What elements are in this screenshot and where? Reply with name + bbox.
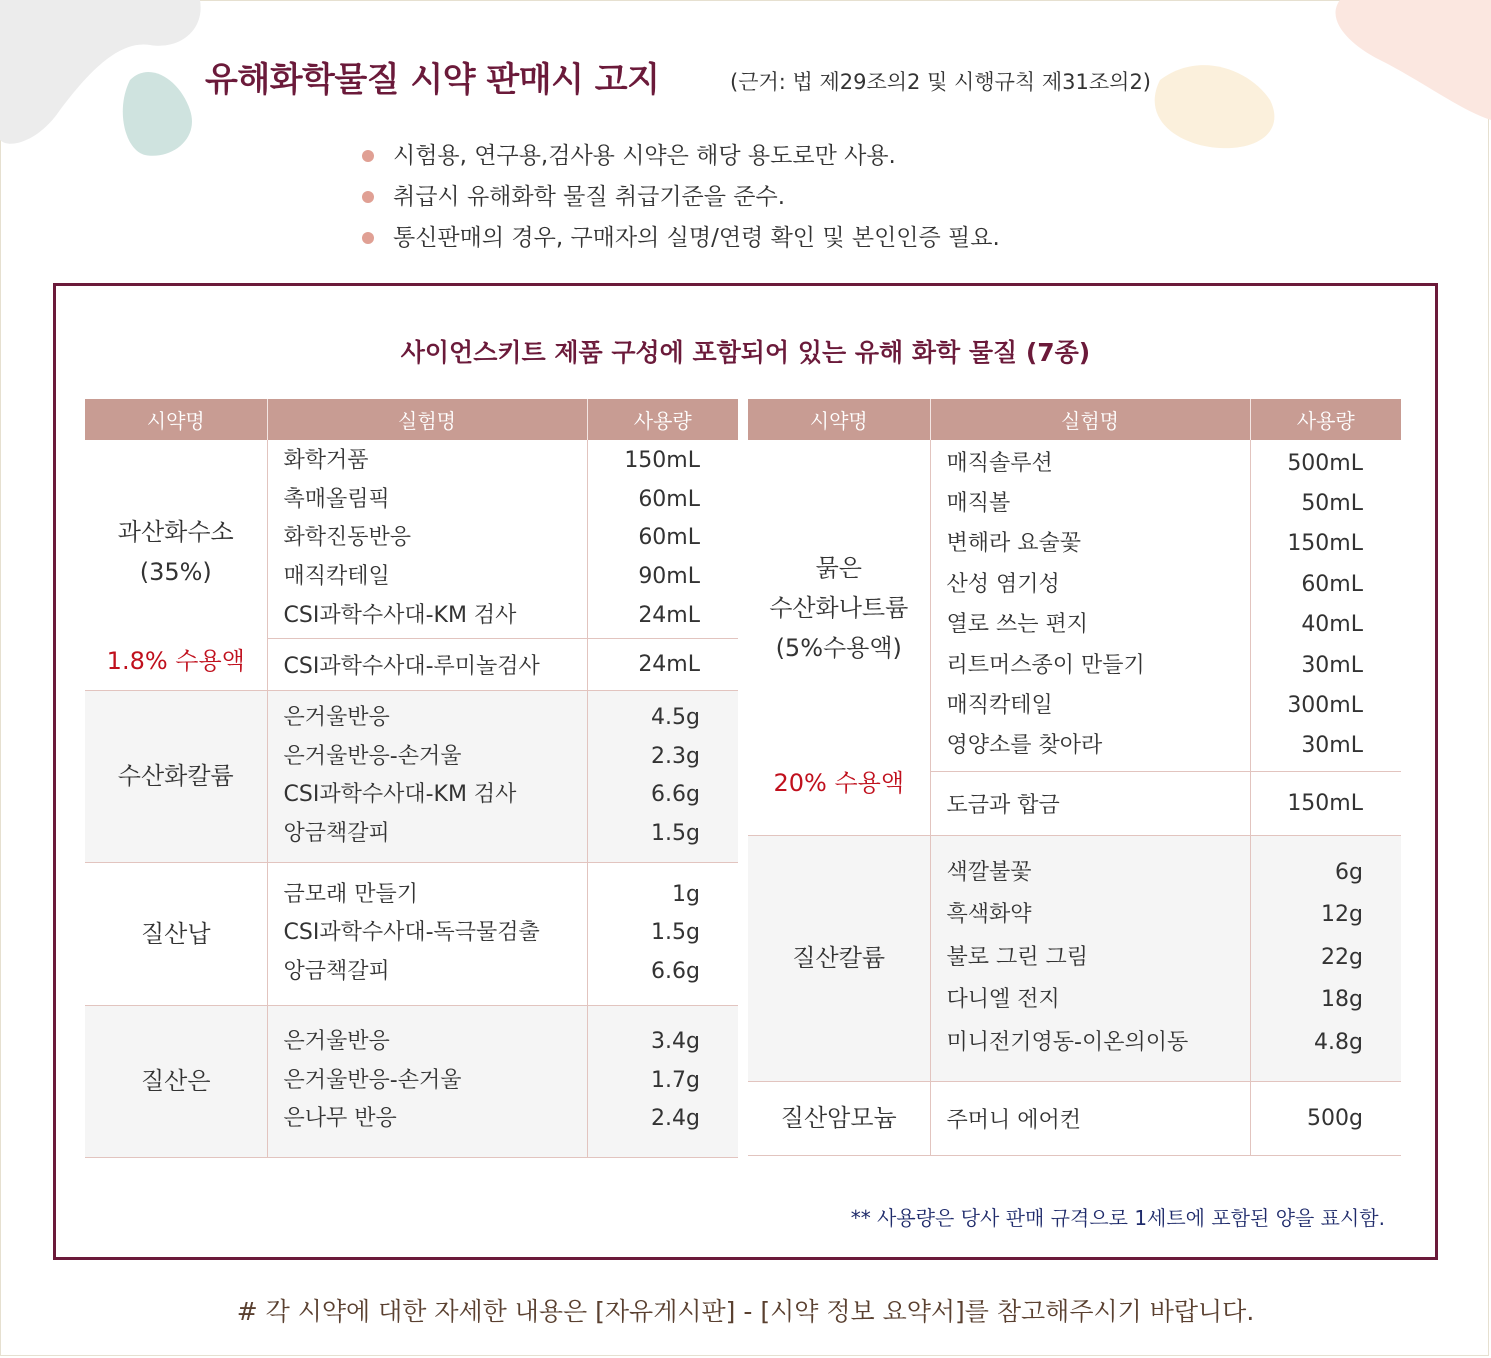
amount-value: 30mL	[1301, 733, 1363, 759]
column-header-reagent: 시약명	[748, 399, 930, 440]
amount-cell	[1250, 440, 1401, 771]
legal-basis: (근거: 법 제29조의2 및 시행규칙 제31조의2)	[730, 70, 1152, 94]
experiment-name: 불로 그린 그림	[946, 944, 1088, 970]
reagent-name: 질산암모늄	[780, 1104, 897, 1132]
amount-value: 4.5g	[651, 705, 700, 730]
amount-cell	[587, 862, 738, 1005]
reagent-name: 질산납	[140, 919, 211, 948]
table-row	[85, 862, 738, 1005]
experiment-name: 산성 염기성	[946, 571, 1060, 597]
amount-cell	[587, 440, 738, 638]
experiment-name: 화학거품	[283, 448, 369, 474]
experiment-cell	[930, 835, 1250, 1081]
amount-value: 30mL	[1301, 652, 1363, 678]
bullet-dot-icon	[362, 150, 374, 162]
amount-value: 1.5g	[651, 920, 700, 946]
bullet-dot-icon	[362, 191, 374, 203]
experiment-name: 변해라 요술꽃	[946, 531, 1082, 557]
reagent-concentration: (35%)	[139, 558, 212, 586]
notice-text: 통신판매의 경우, 구매자의 실명/연령 확인 및 본인인증 필요.	[393, 225, 1000, 251]
amount-cell	[587, 690, 738, 862]
amount-value: 40mL	[1301, 612, 1363, 638]
table-row	[748, 440, 1401, 771]
amount-value: 1.5g	[651, 820, 700, 846]
experiment-cell	[267, 1005, 587, 1157]
experiment-name: 은거울반응	[283, 705, 390, 730]
amount-value: 90mL	[638, 564, 700, 590]
reagent-name: 수산화칼륨	[117, 762, 234, 790]
experiment-cell	[267, 638, 587, 690]
reagent-name-cell	[748, 1081, 930, 1155]
experiment-name: 매직칵테일	[946, 693, 1053, 719]
reagent-name-cell	[748, 440, 930, 835]
amount-cell	[1250, 1081, 1401, 1155]
page-title: 유해화학물질 시약 판매시 고지	[205, 60, 660, 100]
reagent-sub-concentration: 20% 수용액	[773, 769, 905, 797]
experiment-name: 열로 쓰는 편지	[946, 612, 1088, 638]
bullet-dot-icon	[362, 232, 374, 244]
hazardous-chemicals-box	[53, 283, 1438, 1260]
experiment-cell	[267, 440, 587, 638]
experiment-name: CSI과학수사대-KM 검사	[283, 602, 517, 628]
experiment-cell	[267, 862, 587, 1005]
notice-item	[362, 218, 1000, 259]
experiment-name: 매직볼	[946, 491, 1011, 517]
amount-value: 2.4g	[651, 1106, 700, 1132]
amount-value: 150mL	[1287, 790, 1363, 816]
column-header-experiment: 실험명	[267, 399, 587, 440]
amount-cell	[587, 1005, 738, 1157]
left-reagent-table	[85, 399, 738, 1158]
column-header-reagent: 시약명	[85, 399, 267, 440]
reagent-name-cell	[85, 862, 267, 1005]
reagent-name: 질산은	[140, 1067, 211, 1095]
experiment-name: 리트머스종이 만들기	[946, 652, 1145, 678]
amount-value: 500mL	[1287, 450, 1363, 476]
amount-note: ** 사용량은 당사 판매 규격으로 1세트에 포함된 양을 표시함.	[850, 1206, 1385, 1230]
experiment-cell	[930, 771, 1250, 835]
amount-cell	[587, 638, 738, 690]
experiment-name: 은거울반응-손거울	[283, 1067, 462, 1093]
experiment-name: 도금과 합금	[946, 792, 1060, 818]
table-row	[748, 1081, 1401, 1155]
experiment-name: 흑색화약	[946, 902, 1032, 928]
reagent-name-cell	[85, 1005, 267, 1157]
amount-value: 60mL	[638, 525, 700, 551]
amount-cell	[1250, 835, 1401, 1081]
experiment-name: 매직솔루션	[946, 450, 1053, 476]
reagent-name: 묽은	[815, 554, 862, 582]
notice-item	[362, 136, 1000, 177]
amount-value: 60mL	[1301, 571, 1363, 597]
table-row	[85, 440, 738, 638]
experiment-cell	[267, 690, 587, 862]
experiment-name: CSI과학수사대-독극물검출	[283, 920, 540, 946]
table-row	[85, 690, 738, 862]
amount-value: 150mL	[1287, 531, 1363, 557]
experiment-name: 은거울반응	[283, 1029, 390, 1055]
table-row	[748, 835, 1401, 1081]
reagent-sub-concentration: 1.8% 수용액	[106, 647, 245, 675]
experiment-cell	[930, 1081, 1250, 1155]
experiment-name: 영양소를 찾아라	[946, 733, 1103, 759]
notice-text: 시험용, 연구용,검사용 시약은 해당 용도로만 사용.	[393, 143, 896, 169]
amount-value: 18g	[1321, 987, 1363, 1013]
amount-cell	[1250, 771, 1401, 835]
amount-value: 22g	[1321, 944, 1363, 970]
box-title: 사이언스키트 제품 구성에 포함되어 있는 유해 화학 물질 (7종)	[400, 338, 1091, 367]
amount-value: 1g	[672, 881, 700, 907]
experiment-name: 다니엘 전지	[946, 987, 1060, 1013]
experiment-name: 은나무 반응	[283, 1106, 397, 1132]
amount-value: 6g	[1335, 859, 1363, 885]
amount-value: 24mL	[638, 602, 700, 628]
experiment-name: 색깔불꽃	[946, 859, 1032, 885]
reagent-concentration: (5%수용액)	[775, 634, 902, 662]
experiment-name: 촉매올림픽	[283, 486, 390, 512]
experiment-name: 금모래 만들기	[283, 881, 419, 907]
experiment-name: 매직칵테일	[283, 564, 390, 590]
reagent-name-cell	[748, 835, 930, 1081]
amount-value: 3.4g	[651, 1029, 700, 1055]
experiment-name: 앙금책갈피	[283, 820, 390, 846]
experiment-name: 은거울반응-손거울	[283, 743, 462, 769]
decorative-shapes-left	[0, 0, 210, 170]
amount-value: 300mL	[1287, 693, 1363, 719]
column-header-amount: 사용량	[587, 399, 738, 440]
decorative-shapes-right	[1120, 0, 1491, 160]
notice-item	[362, 177, 1000, 218]
amount-value: 50mL	[1301, 491, 1363, 517]
column-header-amount: 사용량	[1250, 399, 1401, 440]
reagent-name-cell	[85, 440, 267, 690]
experiment-name: 앙금책갈피	[283, 958, 390, 984]
amount-value: 1.7g	[651, 1067, 700, 1093]
experiment-name: 미니전기영동-이온의이동	[946, 1029, 1189, 1055]
reagent-name: 수산화나트륨	[769, 594, 909, 622]
amount-value: 12g	[1321, 902, 1363, 928]
amount-value: 60mL	[638, 486, 700, 512]
experiment-name: CSI과학수사대-KM 검사	[283, 782, 517, 807]
experiment-name: 화학진동반응	[283, 525, 412, 551]
amount-value: 6.6g	[651, 958, 700, 984]
amount-value: 150mL	[624, 448, 700, 474]
right-reagent-table	[748, 399, 1401, 1156]
reagent-name: 질산칼륨	[792, 944, 886, 972]
amount-value: 4.8g	[1314, 1029, 1363, 1055]
reagent-name: 과산화수소	[117, 518, 234, 546]
footer-reference-note: # 각 시약에 대한 자세한 내용은 [자유게시판] - [시약 정보 요약서]를 참고해주시기 바랍니다.	[236, 1297, 1255, 1326]
experiment-name: CSI과학수사대-루미놀검사	[283, 653, 540, 679]
notice-text: 취급시 유해화학 물질 취급기준을 준수.	[393, 184, 786, 210]
amount-value: 6.6g	[651, 782, 700, 807]
amount-value: 500g	[1307, 1105, 1363, 1131]
experiment-cell	[930, 440, 1250, 771]
notice-list	[362, 136, 1000, 259]
reagent-name-cell	[85, 690, 267, 862]
amount-value: 2.3g	[651, 743, 700, 769]
amount-value: 24mL	[638, 651, 700, 677]
experiment-name: 주머니 에어컨	[946, 1107, 1082, 1133]
column-header-experiment: 실험명	[930, 399, 1250, 440]
table-row	[85, 1005, 738, 1157]
